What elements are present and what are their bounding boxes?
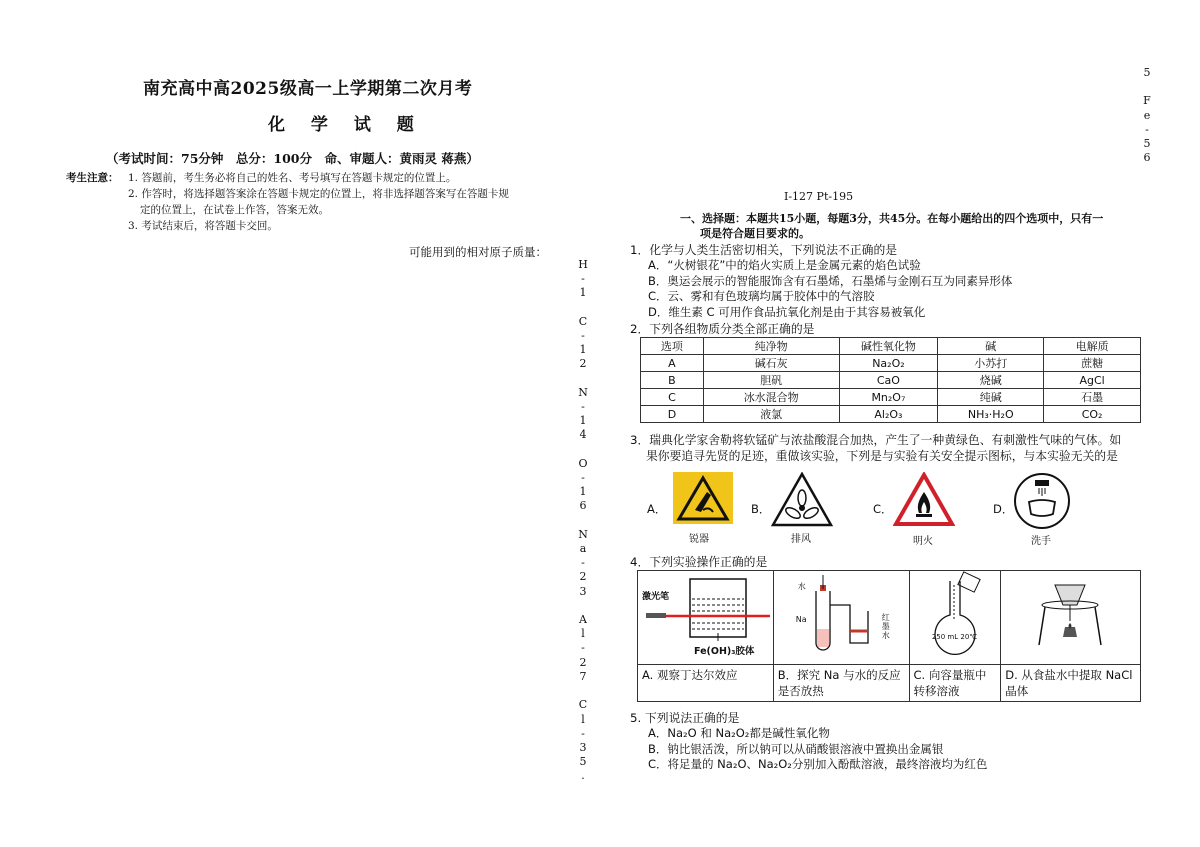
option: A．Na₂O 和 Na₂O₂都是碱性氧化物 [648, 726, 830, 740]
caption-cell: C. 向容量瓶中转移溶液 [909, 665, 1001, 702]
vertical-char: - [581, 726, 585, 740]
table-cell: Al₂O₃ [839, 406, 938, 423]
classification-table [640, 337, 1141, 423]
vertical-char: - [581, 329, 585, 343]
atomic-mass-label: 可能用到的相对原子质量： [409, 245, 547, 259]
question-stem: 5. 下列说法正确的是 [630, 711, 740, 725]
vertical-char: 1 [579, 414, 587, 428]
vertical-char: O [578, 456, 588, 470]
vertical-char: 6 [579, 499, 587, 513]
vertical-char: - [581, 641, 585, 655]
table-cell: 冰水混合物 [703, 389, 839, 406]
vertical-char [1141, 80, 1153, 94]
vertical-char: 1 [579, 485, 587, 499]
table-cell: Na₂O₂ [839, 355, 938, 372]
exam-meta: （考试时间：75分钟 总分：100分 命、审题人：黄雨灵 蒋燕） [106, 151, 479, 166]
caption-cell: D. 从食盐水中提取 NaCl 晶体 [1001, 665, 1141, 702]
vertical-char: a [579, 542, 587, 556]
vertical-char: 2 [579, 357, 587, 371]
table-cell: AgCl [1044, 372, 1141, 389]
extra-atomic-masses: I-127 Pt-195 [784, 190, 854, 203]
water-label: 水 [797, 582, 806, 591]
notice-item: 3. 考试结束后，将答题卡交回。 [128, 220, 278, 232]
operations-table [637, 570, 1141, 702]
figure-cell-volumetric-flask [909, 571, 1001, 665]
atomic-mass-vertical [577, 258, 589, 784]
laser-pointer-label: 激光笔 [642, 592, 670, 602]
vertical-char: - [1145, 122, 1149, 136]
vertical-char: - [581, 272, 585, 286]
icon-caption: 明火 [913, 536, 933, 547]
vertical-char: F [1143, 94, 1151, 108]
question-1 [630, 242, 1150, 320]
table-cell: 烧碱 [938, 372, 1044, 389]
section-heading [680, 211, 1160, 241]
table-header-cell: 碱 [938, 338, 1044, 355]
red-ink-label: 红墨水 [881, 613, 890, 640]
notice-item: 2. 作答时，将选择题答案涂在答题卡规定的位置上，将非选择题答案写在答题卡规 [128, 188, 509, 200]
table-cell: NH₃·H₂O [938, 406, 1044, 423]
icon-caption: 锐器 [689, 534, 709, 545]
vertical-char: 3 [579, 584, 587, 598]
vertical-char [577, 684, 589, 698]
option-letter: C． [873, 502, 893, 516]
table-cell: A [641, 355, 704, 372]
colloid-label: Fe(OH)₃胶体 [694, 646, 755, 657]
vertical-char: H [578, 258, 588, 271]
table-header-cell: 碱性氧化物 [839, 338, 938, 355]
option: C．将足量的 Na₂O、Na₂O₂分别加入酚酞溶液，最终溶液均为红色 [648, 757, 988, 771]
option-letter: B． [751, 502, 771, 516]
vertical-char: 1 [579, 286, 587, 300]
table-cell: 碱石灰 [703, 355, 839, 372]
vertical-char: 5 [1143, 66, 1151, 79]
figure-cell-tyndall [638, 571, 774, 665]
table-cell: B [641, 372, 704, 389]
flask-label: 250 mL 20℃ [931, 633, 978, 641]
vertical-char: 7 [579, 669, 587, 683]
option: C．云、雾和有色玻璃均属于胶体中的气溶胶 [648, 289, 875, 303]
vertical-char: 3 [579, 740, 587, 754]
question-2-stem: 2．下列各组物质分类全部正确的是 [630, 322, 815, 336]
vertical-char [577, 443, 589, 457]
caption-row [638, 665, 1141, 702]
vertical-char: - [581, 400, 585, 414]
table-header-cell: 纯净物 [703, 338, 839, 355]
caption-cell: A. 观察丁达尔效应 [638, 665, 774, 702]
section-heading-line: 项是符合题目要求的。 [700, 227, 810, 240]
vertical-char: - [581, 556, 585, 570]
icon-caption: 洗手 [1031, 536, 1051, 547]
vertical-char [577, 372, 589, 386]
option-letter: D． [993, 502, 1014, 516]
vertical-char [577, 301, 589, 315]
icon-caption: 排风 [791, 534, 811, 545]
vertical-char: 6 [1143, 151, 1151, 165]
vertical-char [577, 599, 589, 613]
question-stem-line: 3．瑞典化学家舍勒将软锰矿与浓盐酸混合加热，产生了一种黄绿色、有刺激性气味的气体。如 [630, 433, 1122, 447]
question-4-stem: 4．下列实验操作正确的是 [630, 555, 768, 569]
vertical-char: 5 [1143, 137, 1151, 151]
vertical-char: - [581, 471, 585, 485]
table-cell: 纯碱 [938, 389, 1044, 406]
notice-item: 1. 答题前，考生务必将自己的姓名、考号填写在答题卡规定的位置上。 [128, 172, 457, 184]
table-cell: 蔗糖 [1044, 355, 1141, 372]
atomic-mass-vertical-continued [1141, 66, 1153, 165]
figure-row [638, 571, 1141, 665]
caption-cell: B．探究 Na 与水的反应是否放热 [773, 665, 909, 702]
vertical-char: 1 [579, 343, 587, 357]
vertical-char: 2 [579, 655, 587, 669]
table-cell: 小苏打 [938, 355, 1044, 372]
exam-subtitle: 化 学 试 题 [268, 115, 424, 135]
table-cell: 胆矾 [703, 372, 839, 389]
table-cell: 液氯 [703, 406, 839, 423]
vertical-char: C [578, 314, 588, 328]
option: D．维生素 C 可用作食品抗氧化剂是由于其容易被氧化 [648, 304, 926, 319]
open-flame-icon [893, 472, 955, 532]
table-row [641, 372, 1141, 389]
option: B．奥运会展示的智能服饰含有石墨烯，石墨烯与金刚石互为同素异形体 [648, 273, 1013, 288]
exam-title: 南充高中高2025级高一上学期第二次月考 [143, 79, 473, 99]
table-header-cell: 电解质 [1044, 338, 1141, 355]
vertical-char: A [579, 613, 587, 627]
vertical-char: 5 [579, 755, 587, 769]
vertical-char: N [578, 527, 588, 541]
table-cell: Mn₂O₇ [839, 389, 938, 406]
section-heading-line: 一、选择题：本题共15小题，每题3分，共45分。在每小题给出的四个选项中，只有一 [680, 212, 1104, 225]
notice-block [66, 170, 586, 234]
vertical-char: 4 [579, 428, 587, 442]
evaporation-apparatus-figure [1001, 571, 1139, 661]
notice-item: 定的位置上，在试卷上作答，答案无效。 [140, 204, 329, 216]
figure-cell-evaporation [1001, 571, 1141, 665]
table-cell: CaO [839, 372, 938, 389]
vertical-char: 2 [579, 570, 587, 584]
vertical-char [577, 514, 589, 528]
table-header-row [641, 338, 1141, 355]
figure-cell-sodium-water [773, 571, 909, 665]
sharp-object-icon [673, 472, 733, 528]
question-stem: 1．化学与人类生活密切相关，下列说法不正确的是 [630, 243, 898, 257]
safety-icons-row [647, 470, 1167, 548]
notice-label: 考生注意： [66, 172, 119, 184]
exhaust-fan-icon [771, 472, 833, 532]
question-stem-line: 果你要追寻先贤的足迹，重做该实验，下列是与实验有关安全提示图标，与本实验无关的是 [646, 449, 1118, 463]
vertical-char: e [1143, 108, 1151, 122]
table-cell: CO₂ [1044, 406, 1141, 423]
option: B．钠比银活泼，所以钠可以从硝酸银溶液中置换出金属银 [648, 741, 944, 756]
vertical-char: l [581, 712, 585, 726]
option: A．“火树银花”中的焰火实质上是金属元素的焰色试验 [648, 258, 921, 272]
vertical-char: C [578, 698, 588, 712]
table-row [641, 389, 1141, 406]
table-cell: C [641, 389, 704, 406]
option-letter: A． [647, 502, 667, 516]
question-3-stem [630, 432, 1150, 464]
table-row [641, 406, 1141, 423]
volumetric-flask-figure [910, 571, 1000, 661]
table-cell: D [641, 406, 704, 423]
table-cell: 石墨 [1044, 389, 1141, 406]
question-5 [630, 710, 1150, 773]
hand-wash-icon [1013, 472, 1071, 534]
table-row [641, 355, 1141, 372]
table-header-cell: 选项 [641, 338, 704, 355]
vertical-char: . [581, 769, 585, 783]
vertical-char: l [581, 627, 585, 641]
sodium-label: Na [795, 615, 807, 624]
vertical-char: N [578, 385, 588, 399]
